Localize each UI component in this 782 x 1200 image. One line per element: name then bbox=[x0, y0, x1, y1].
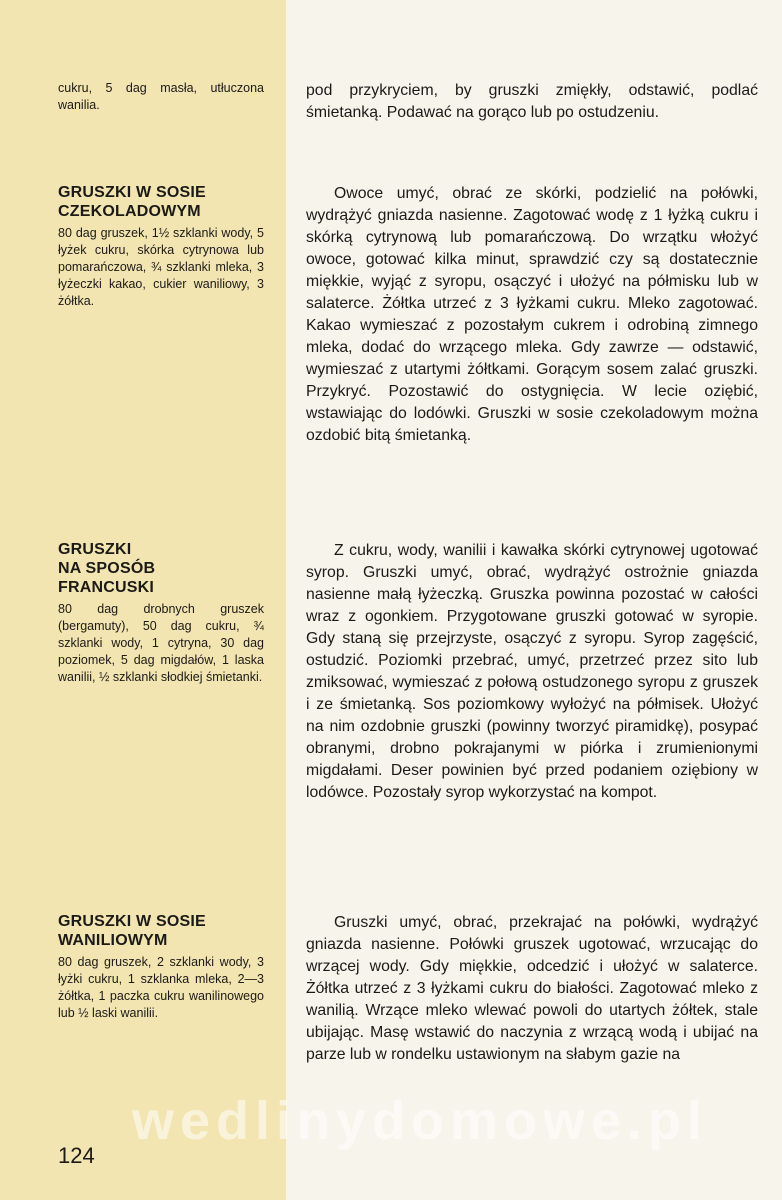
page-number: 124 bbox=[58, 1143, 95, 1168]
recipe-ingredients: 80 dag drobnych gruszek (bergamuty), 50 dag cukru, ¾ szklanki wody, 1 cytryna, 30 dag poziomek, 5 dag migdałów, 1 laska wanilii, ½ szklanki słodkiej śmietanki. bbox=[58, 602, 264, 684]
recipe-vanilla-method: Gruszki umyć, obrać, przekrajać na połówki, wydrążyć gniazda nasienne. Połówki gruszek ugotować, wrzucając do wrzącej wody. Gdy miękkie, odcedzić i ułożyć w salaterce. Żółtka utrzeć z 3 łyżkami cukru do białości. Zagotować mleko z wanilią. Wrzące mleko wlewać powoli do utartych żółtek, stale ubijając. Masę wstawić do naczynia z wrzącą wodą i ubijać na parze lub w rondelku ustawionym na słabym gazie na bbox=[306, 914, 758, 1063]
recipe-chocolate-method: Owoce umyć, obrać ze skórki, podzielić na połówki, wydrążyć gniazda nasienne. Zagotować wodę z 1 łyżką cukru i skórką cytrynową lub pomarańczową. Do wrzątku włożyć owoce, gotować kilka minut, sprawdzić czy są dostatecznie miękkie, wyjąć z syropu, osączyć i ułożyć na półmisku lub w salaterce. Żółtka utrzeć z 3 łyżkami cukru. Mleko zagotować. Kakao wymieszać z pozostałym cukrem i odrobiną zimnego mleka, dodać do wrzącego mleka. Gdy zawrze — odstawić, wymieszać z utartymi żółtkami. Gorącym sosem zalać gruszki. Przykryć. Pozostawić do ostygnięcia. W lecie oziębić, wstawiając do lodówki. Gruszki w sosie czekoladowym można ozdobić bitą śmietanką. bbox=[306, 185, 758, 444]
recipe-ingredients: 80 dag gruszek, 2 szklanki wody, 3 łyżki cukru, 1 szklanka mleka, 2—3 żółtka, 1 paczka cukru wanilinowego lub ½ laski wanilii. bbox=[58, 955, 264, 1020]
recipe-title: GRUSZKI W SOSIE CZEKOLADOWYM bbox=[58, 184, 206, 220]
sidebar-intro-text: cukru, 5 dag masła, utłuczona wanilia. bbox=[58, 81, 264, 112]
recipe-title: GRUSZKI W SOSIE WANILIOWYM bbox=[58, 913, 206, 949]
recipe-french-method: Z cukru, wody, wanilii i kawałka skórki cytrynowej ugotować syrop. Gruszki umyć, obrać, wydrążyć ostrożnie gniazda nasienne małą łyżeczką. Gruszka powinna pozostać w całości wraz z ogonkiem. Przygotowane gruszki gotować w syropie. Gdy staną się przejrzyste, osączyć z syropu. Syrop zagęścić, ostudzić. Poziomki przebrać, umyć, przetrzeć przez sito lub zmiksować, wymieszać z połową ostudzonego syropu z gruszek i ze śmietanką. Sos poziomkowy wyłożyć na półmisek. Ułożyć na nim ozdobnie gruszki (powinny tworzyć piramidkę), posypać obranymi, drobno pokrajanymi w piórka i zrumienionymi migdałami. Deser powinien być przed podaniem oziębiony w lodówce. Pozostały syrop wykorzystać na kompot. bbox=[306, 542, 758, 801]
recipe-continuation-text: pod przykryciem, by gruszki zmiękły, odstawić, podlać śmietanką. Podawać na gorąco lub po ostudzeniu. bbox=[306, 82, 758, 121]
recipe-french-sidebar bbox=[58, 540, 264, 686]
watermark-text: wedlinydomowe.pl bbox=[131, 1091, 709, 1151]
recipe-title: GRUSZKI NA SPOSÓB FRANCUSKI bbox=[58, 541, 156, 596]
recipe-vanilla-sidebar bbox=[58, 912, 264, 1022]
recipe-ingredients: 80 dag gruszek, 1½ szklanki wody, 5 łyżek cukru, skórka cytrynowa lub pomarańczowa, ¾ szklanki mleka, 3 łyżeczki kakao, cukier waniliowy, 3 żółtka. bbox=[58, 226, 264, 308]
recipe-chocolate-sidebar bbox=[58, 183, 264, 310]
